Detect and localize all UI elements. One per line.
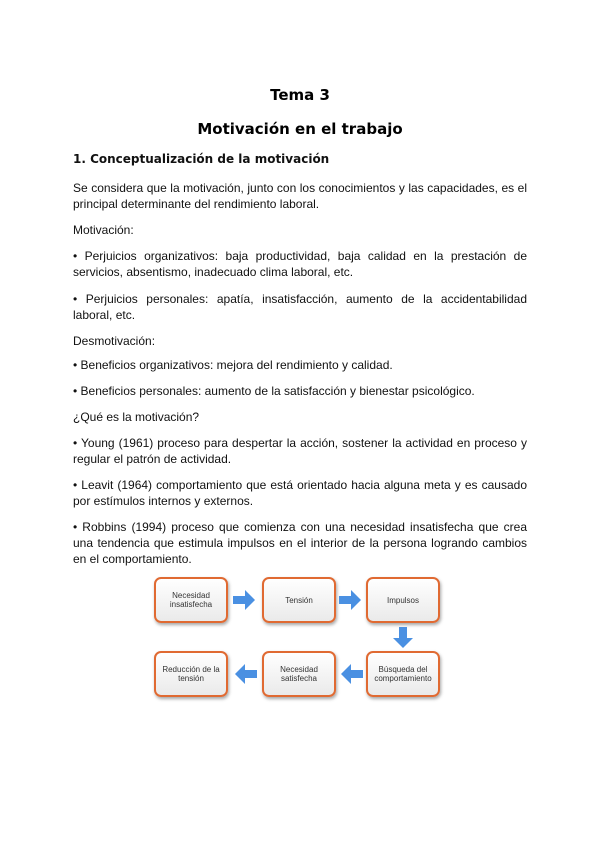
topic-title: Tema 3	[270, 86, 330, 104]
page-title: Motivación en el trabajo	[197, 120, 403, 138]
step-box-tension: Tensión	[262, 577, 336, 623]
step-box-necesidad-insatisfecha: Necesidad insatisfecha	[154, 577, 228, 623]
step-box-reduccion-tension: Reducción de la tensión	[154, 651, 228, 697]
intro-paragraph: Se considera que la motivación, junto con los conocimientos y las capacidades, es el principal determinante del rendimiento laboral.	[73, 181, 527, 211]
definition-item: • Robbins (1994) proceso que comienza con una necesidad insatisfecha que crea una tendencia que estimula impulsos en el interior de la persona logrando cambios en el comportamiento.	[73, 520, 527, 566]
question-label: ¿Qué es la motivación?	[73, 410, 200, 424]
motivacion-label: Motivación:	[73, 223, 134, 237]
definition-item: • Young (1961) proceso para despertar la acción, sostener la actividad en proceso y regular el patrón de actividad.	[73, 436, 527, 466]
list-item: • Beneficios personales: aumento de la satisfacción y bienestar psicológico.	[73, 384, 475, 398]
list-item: • Perjuicios organizativos: baja productividad, baja calidad en la prestación de servicios, absentismo, inadecuado clima laboral, etc.	[73, 249, 527, 279]
motivation-cycle-diagram	[150, 573, 450, 705]
arrow-right-icon	[233, 590, 257, 610]
arrow-left-icon	[233, 664, 257, 684]
step-box-necesidad-satisfecha: Necesidad satisfecha	[262, 651, 336, 697]
arrow-right-icon	[339, 590, 363, 610]
definition-item: • Leavit (1964) comportamiento que está orientado hacia alguna meta y es causado por estímulos internos y externos.	[73, 478, 527, 508]
step-box-busqueda-comportamiento: Búsqueda del comportamiento	[366, 651, 440, 697]
list-item: • Perjuicios personales: apatía, insatisfacción, aumento de la accidentabilidad laboral, etc.	[73, 292, 527, 322]
desmotivacion-label: Desmotivación:	[73, 334, 156, 348]
section-heading: 1. Conceptualización de la motivación	[73, 152, 330, 166]
step-box-impulsos: Impulsos	[366, 577, 440, 623]
arrow-down-icon	[393, 627, 413, 649]
arrow-left-icon	[339, 664, 363, 684]
list-item: • Beneficios organizativos: mejora del rendimiento y calidad.	[73, 358, 393, 372]
